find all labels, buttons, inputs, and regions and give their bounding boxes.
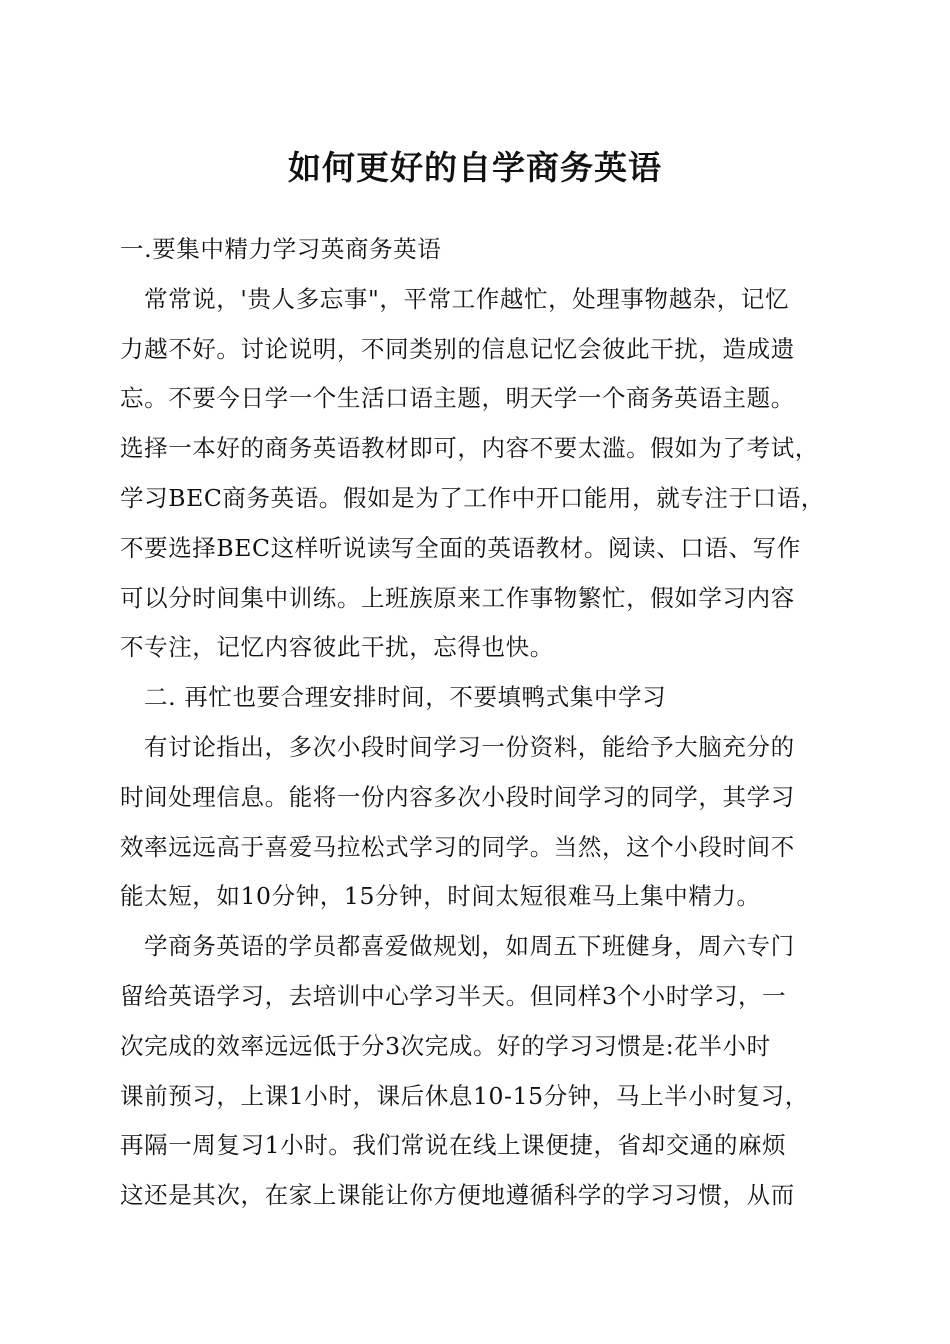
text-line: 课前预习，上课1小时，课后休息10-15分钟，马上半小时复习，	[120, 1081, 809, 1110]
text-line: 一.要集中精力学习英商务英语	[120, 235, 442, 263]
text-line: 次完成的效率远远低于分3次完成。好的学习习惯是:花半小时	[120, 1031, 771, 1060]
text-line: 这还是其次，在家上课能让你方便地遵循科学的学习习惯，从而	[120, 1181, 795, 1210]
text-line: 二. 再忙也要合理安排时间，不要填鸭式集中学习	[144, 683, 667, 712]
text-line: 不专注，记忆内容彼此干扰，忘得也快。	[120, 633, 554, 662]
document-body	[120, 225, 832, 1221]
text-line: 再隔一周复习1小时。我们常说在线上课便捷，省却交通的麻烦	[120, 1131, 787, 1160]
text-line: 忘。不要今日学一个生活口语主题，明天学一个商务英语主题。	[120, 384, 795, 413]
text-line: 力越不好。讨论说明，不同类别的信息记忆会彼此干扰，造成遗	[120, 334, 795, 363]
text-line: 常常说，'贵人多忘事"，平常工作越忙，处理事物越杂，记忆	[144, 284, 790, 313]
text-line: 效率远远高于喜爱马拉松式学习的同学。当然，这个小段时间不	[120, 832, 795, 861]
text-line: 留给英语学习，去培训中心学习半天。但同样3个小时学习，一	[120, 981, 787, 1010]
document-title: 如何更好的自学商务英语	[288, 148, 662, 187]
text-line: 能太短，如10分钟，15分钟，时间太短很难马上集中精力。	[120, 882, 761, 911]
text-line: 选择一本好的商务英语教材即可，内容不要太滥。假如为了考试，	[120, 434, 819, 463]
text-line: 不要选择BEC这样听说读写全面的英语教材。阅读、口语、写作	[120, 533, 801, 562]
text-line: 学习BEC商务英语。假如是为了工作中开口能用，就专注于口语，	[120, 483, 825, 512]
text-line: 时间处理信息。能将一份内容多次小段时间学习的同学，其学习	[120, 782, 795, 811]
text-line: 有讨论指出，多次小段时间学习一份资料，能给予大脑充分的	[144, 732, 795, 761]
text-line: 可以分时间集中训练。上班族原来工作事物繁忙，假如学习内容	[120, 583, 795, 612]
text-line: 学商务英语的学员都喜爱做规划，如周五下班健身，周六专门	[144, 932, 795, 961]
